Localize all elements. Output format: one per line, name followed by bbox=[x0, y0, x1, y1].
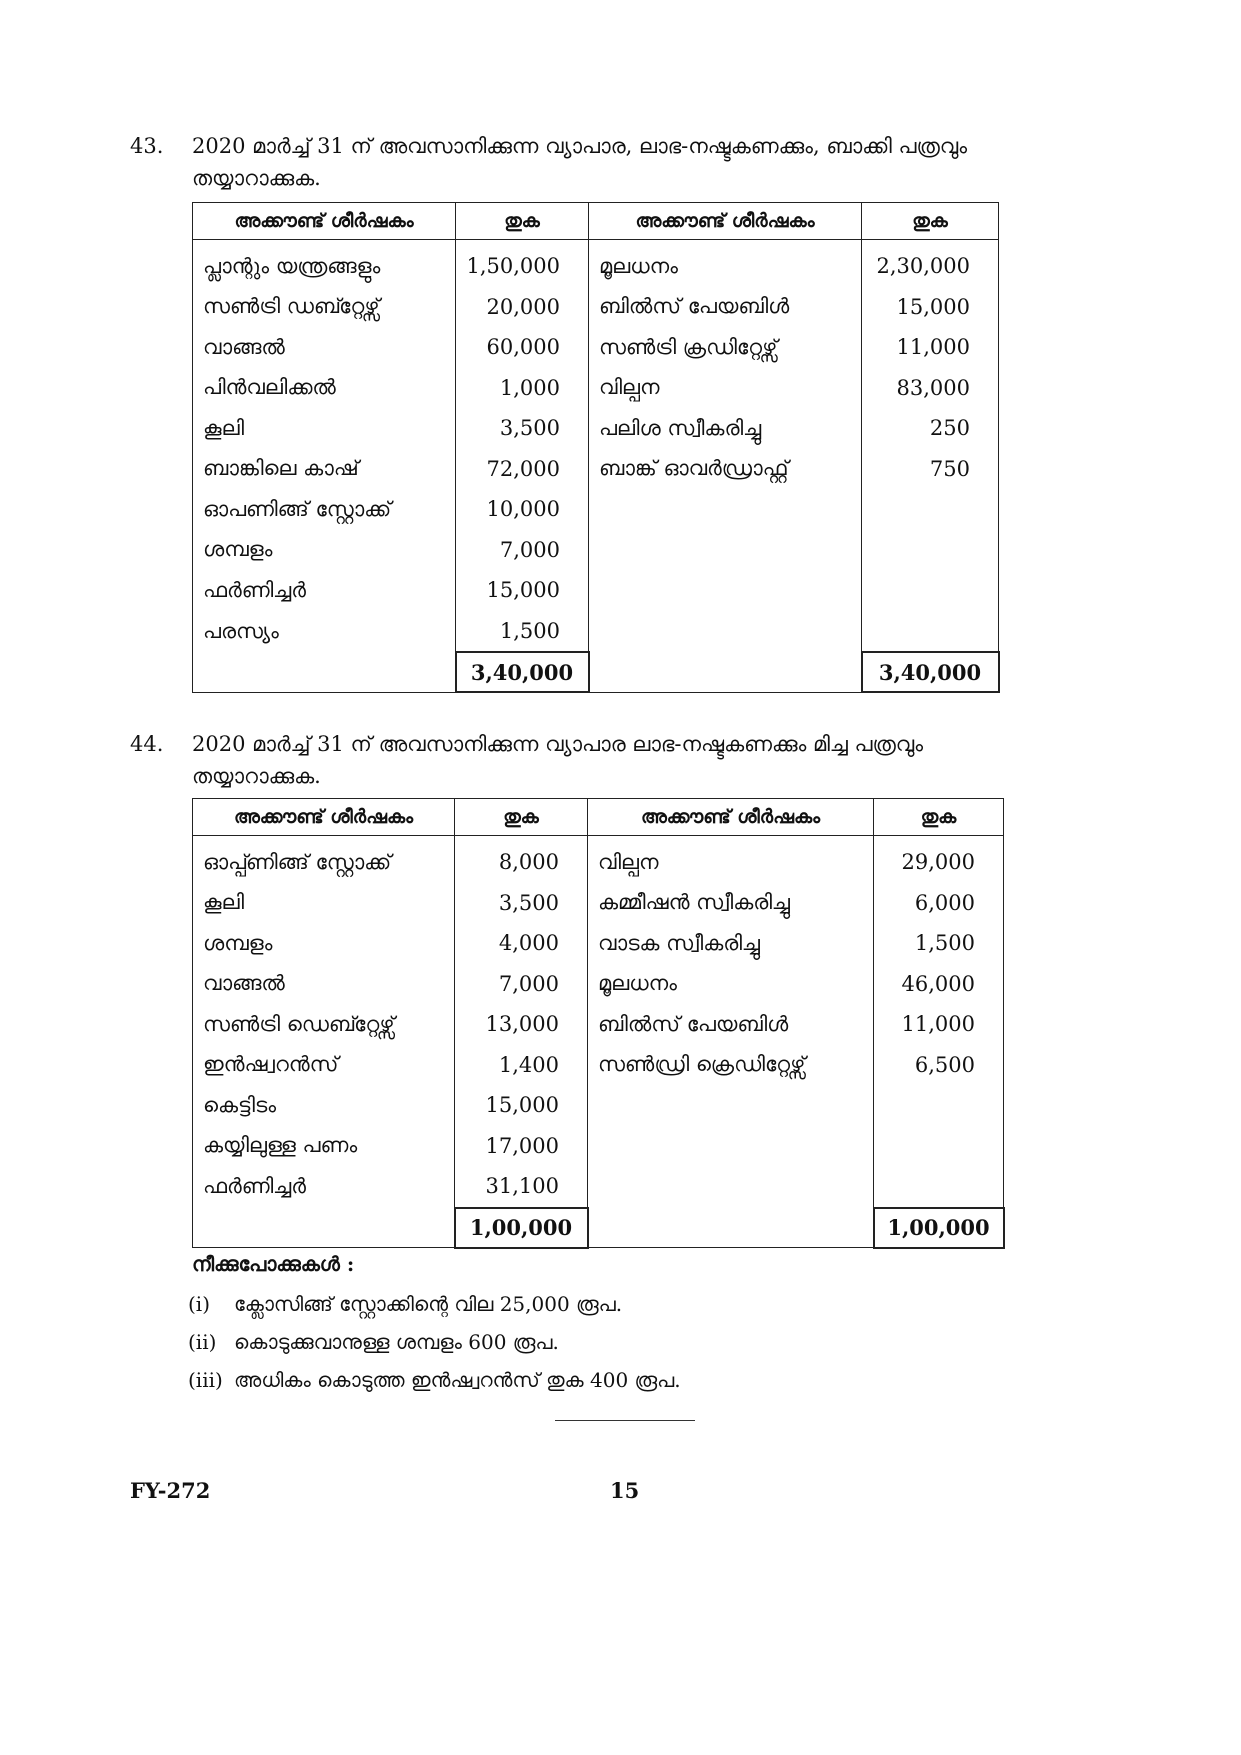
credit-account bbox=[588, 1126, 874, 1167]
adjustment-item bbox=[188, 1368, 681, 1392]
debit-amount: 15,000 bbox=[455, 1085, 588, 1126]
column-header: തുക bbox=[874, 799, 1004, 836]
credit-amount bbox=[862, 570, 999, 611]
adjustments-title: നീക്കുപോക്കുകൾ : bbox=[192, 1252, 355, 1276]
table-header-row bbox=[193, 799, 1004, 836]
debit-amount: 13,000 bbox=[455, 1004, 588, 1045]
table-row bbox=[193, 611, 999, 653]
column-header: അക്കൗണ്ട് ശീർഷകം bbox=[589, 203, 862, 240]
total-row bbox=[193, 652, 999, 692]
credit-account: മൂലധനം bbox=[589, 240, 862, 287]
adjustment-item bbox=[188, 1330, 559, 1354]
debit-account: ഓപ്പ്ണിങ്ങ് സ്റ്റോക്ക് bbox=[193, 836, 455, 883]
table-row bbox=[193, 368, 999, 409]
debit-amount: 72,000 bbox=[456, 449, 589, 490]
debit-amount: 17,000 bbox=[455, 1126, 588, 1167]
adjustment-item bbox=[188, 1292, 622, 1316]
debit-amount: 3,500 bbox=[456, 408, 589, 449]
debit-total: 1,00,000 bbox=[455, 1208, 588, 1248]
table-row bbox=[193, 530, 999, 571]
column-header: അക്കൗണ്ട് ശീർഷകം bbox=[193, 799, 455, 836]
debit-account: വാങ്ങൽ bbox=[193, 327, 456, 368]
debit-account: പ്ലാന്റും യന്ത്രങ്ങളും bbox=[193, 240, 456, 287]
debit-account: പരസ്യം bbox=[193, 611, 456, 653]
question-line: തയ്യാറാക്കുക. bbox=[192, 166, 321, 190]
table-row bbox=[193, 1166, 1004, 1208]
table-row bbox=[193, 1045, 1004, 1086]
credit-account: വില്പന bbox=[588, 836, 874, 883]
credit-amount: 750 bbox=[862, 449, 999, 490]
debit-account: ഓപണിങ്ങ് സ്റ്റോക്ക് bbox=[193, 489, 456, 530]
debit-account: കെട്ടിടം bbox=[193, 1085, 455, 1126]
debit-account: കൂലി bbox=[193, 883, 455, 924]
credit-amount bbox=[862, 530, 999, 571]
table-row bbox=[193, 327, 999, 368]
debit-account: ഫർണിച്ചർ bbox=[193, 1166, 455, 1208]
debit-account: ഫർണിച്ചർ bbox=[193, 570, 456, 611]
table-row bbox=[193, 923, 1004, 964]
debit-amount: 3,500 bbox=[455, 883, 588, 924]
table-row bbox=[193, 1085, 1004, 1126]
credit-account bbox=[588, 1166, 874, 1208]
adjustment-number: (ii) bbox=[188, 1330, 217, 1354]
column-header: അക്കൗണ്ട് ശീർഷകം bbox=[193, 203, 456, 240]
credit-amount: 29,000 bbox=[874, 836, 1004, 883]
credit-amount bbox=[862, 611, 999, 653]
debit-account: കയ്യിലുള്ള പണം bbox=[193, 1126, 455, 1167]
debit-account: സൺട്രി ഡെബ്റ്റേഴ്സ് bbox=[193, 1004, 455, 1045]
debit-account: ഇൻഷ്വറൻസ് bbox=[193, 1045, 455, 1086]
debit-account: ബാങ്കിലെ കാഷ് bbox=[193, 449, 456, 490]
credit-amount: 250 bbox=[862, 408, 999, 449]
credit-amount: 46,000 bbox=[874, 964, 1004, 1005]
adjustment-text: അധികം കൊടുത്ത ഇൻഷ്വറൻസ് തുക 400 രൂപ. bbox=[234, 1368, 681, 1392]
credit-account bbox=[589, 611, 862, 653]
credit-amount bbox=[862, 489, 999, 530]
credit-account: മൂലധനം bbox=[588, 964, 874, 1005]
credit-amount: 6,500 bbox=[874, 1045, 1004, 1086]
adjustment-text: ക്ലോസിങ്ങ് സ്റ്റോക്കിന്റെ വില 25,000 രൂപ. bbox=[234, 1292, 623, 1316]
end-rule bbox=[555, 1420, 695, 1421]
table-row bbox=[193, 287, 999, 328]
table-row bbox=[193, 1004, 1004, 1045]
table-row bbox=[193, 1126, 1004, 1167]
table-row bbox=[193, 964, 1004, 1005]
credit-amount bbox=[874, 1126, 1004, 1167]
credit-account: വില്പന bbox=[589, 368, 862, 409]
adjustment-number: (i) bbox=[188, 1292, 211, 1316]
question-line: 2020 മാർച്ച് 31 ന് അവസാനിക്കുന്ന വ്യാപാര, ലാഭ-നഷ്ടകണക്കും, ബാക്കി പത്രവും bbox=[192, 134, 968, 158]
debit-amount: 7,000 bbox=[455, 964, 588, 1005]
adjustment-number: (iii) bbox=[188, 1368, 223, 1392]
credit-account bbox=[589, 530, 862, 571]
debit-amount: 1,500 bbox=[456, 611, 589, 653]
blank-cell bbox=[588, 1208, 874, 1248]
debit-amount: 1,50,000 bbox=[456, 240, 589, 287]
credit-amount: 6,000 bbox=[874, 883, 1004, 924]
debit-account: പിൻവലിക്കൽ bbox=[193, 368, 456, 409]
trial-balance-table-44 bbox=[192, 798, 1005, 1249]
question-43 bbox=[130, 130, 1080, 194]
credit-account: ബിൽസ് പേയബിൾ bbox=[589, 287, 862, 328]
column-header: അക്കൗണ്ട് ശീർഷകം bbox=[588, 799, 874, 836]
debit-total: 3,40,000 bbox=[456, 652, 589, 692]
table-row bbox=[193, 836, 1004, 883]
table-row bbox=[193, 883, 1004, 924]
debit-account: സൺട്രി ഡബ്റ്റേഴ്സ് bbox=[193, 287, 456, 328]
question-number: 44. bbox=[130, 732, 164, 756]
credit-amount bbox=[874, 1166, 1004, 1208]
table-row bbox=[193, 449, 999, 490]
question-line: തയ്യാറാക്കുക. bbox=[192, 764, 321, 788]
credit-account: ബിൽസ് പേയബിൾ bbox=[588, 1004, 874, 1045]
table-row bbox=[193, 408, 999, 449]
trial-balance-table-43 bbox=[192, 202, 1000, 693]
credit-account: പലിശ സ്വീകരിച്ചു bbox=[589, 408, 862, 449]
column-header: തുക bbox=[456, 203, 589, 240]
debit-amount: 15,000 bbox=[456, 570, 589, 611]
question-text bbox=[192, 130, 1080, 194]
question-line: 2020 മാർച്ച് 31 ന് അവസാനിക്കുന്ന വ്യാപാര ലാഭ-നഷ്ടകണക്കും മിച്ച പത്രവും bbox=[192, 732, 924, 756]
credit-amount: 83,000 bbox=[862, 368, 999, 409]
credit-account: സൺട്രി ക്രഡിറ്റേഴ്സ് bbox=[589, 327, 862, 368]
blank-cell bbox=[589, 652, 862, 692]
question-number: 43. bbox=[130, 134, 164, 158]
table-row bbox=[193, 489, 999, 530]
debit-account: ശമ്പളം bbox=[193, 530, 456, 571]
credit-total: 1,00,000 bbox=[874, 1208, 1004, 1248]
debit-amount: 60,000 bbox=[456, 327, 589, 368]
page-number: 15 bbox=[610, 1478, 640, 1503]
question-text bbox=[192, 728, 1080, 792]
column-header: തുക bbox=[862, 203, 999, 240]
adjustment-text: കൊടുക്കുവാനുള്ള ശമ്പളം 600 രൂപ. bbox=[234, 1330, 559, 1354]
debit-amount: 1,400 bbox=[455, 1045, 588, 1086]
credit-account bbox=[589, 570, 862, 611]
credit-amount: 15,000 bbox=[862, 287, 999, 328]
credit-account: സൺഡ്രി ക്രെഡിറ്റേഴ്സ് bbox=[588, 1045, 874, 1086]
debit-account: ശമ്പളം bbox=[193, 923, 455, 964]
debit-amount: 7,000 bbox=[456, 530, 589, 571]
table-header-row bbox=[193, 203, 999, 240]
debit-amount: 10,000 bbox=[456, 489, 589, 530]
debit-amount: 4,000 bbox=[455, 923, 588, 964]
debit-amount: 1,000 bbox=[456, 368, 589, 409]
paper-code: FY-272 bbox=[130, 1478, 211, 1503]
credit-total: 3,40,000 bbox=[862, 652, 999, 692]
blank-cell bbox=[193, 652, 456, 692]
debit-amount: 8,000 bbox=[455, 836, 588, 883]
blank-cell bbox=[193, 1208, 455, 1248]
debit-account: കൂലി bbox=[193, 408, 456, 449]
question-44 bbox=[130, 728, 1080, 792]
table-row bbox=[193, 570, 999, 611]
credit-account bbox=[588, 1085, 874, 1126]
credit-account bbox=[589, 489, 862, 530]
table-row bbox=[193, 240, 999, 287]
debit-account: വാങ്ങൽ bbox=[193, 964, 455, 1005]
credit-account: വാടക സ്വീകരിച്ചു bbox=[588, 923, 874, 964]
credit-amount: 11,000 bbox=[862, 327, 999, 368]
credit-amount: 11,000 bbox=[874, 1004, 1004, 1045]
debit-amount: 31,100 bbox=[455, 1166, 588, 1208]
credit-amount: 2,30,000 bbox=[862, 240, 999, 287]
credit-amount: 1,500 bbox=[874, 923, 1004, 964]
debit-amount: 20,000 bbox=[456, 287, 589, 328]
credit-account: കമ്മീഷൻ സ്വീകരിച്ചു bbox=[588, 883, 874, 924]
credit-account: ബാങ്ക് ഓവർഡ്രാഫ്റ്റ് bbox=[589, 449, 862, 490]
total-row bbox=[193, 1208, 1004, 1248]
column-header: തുക bbox=[455, 799, 588, 836]
credit-amount bbox=[874, 1085, 1004, 1126]
